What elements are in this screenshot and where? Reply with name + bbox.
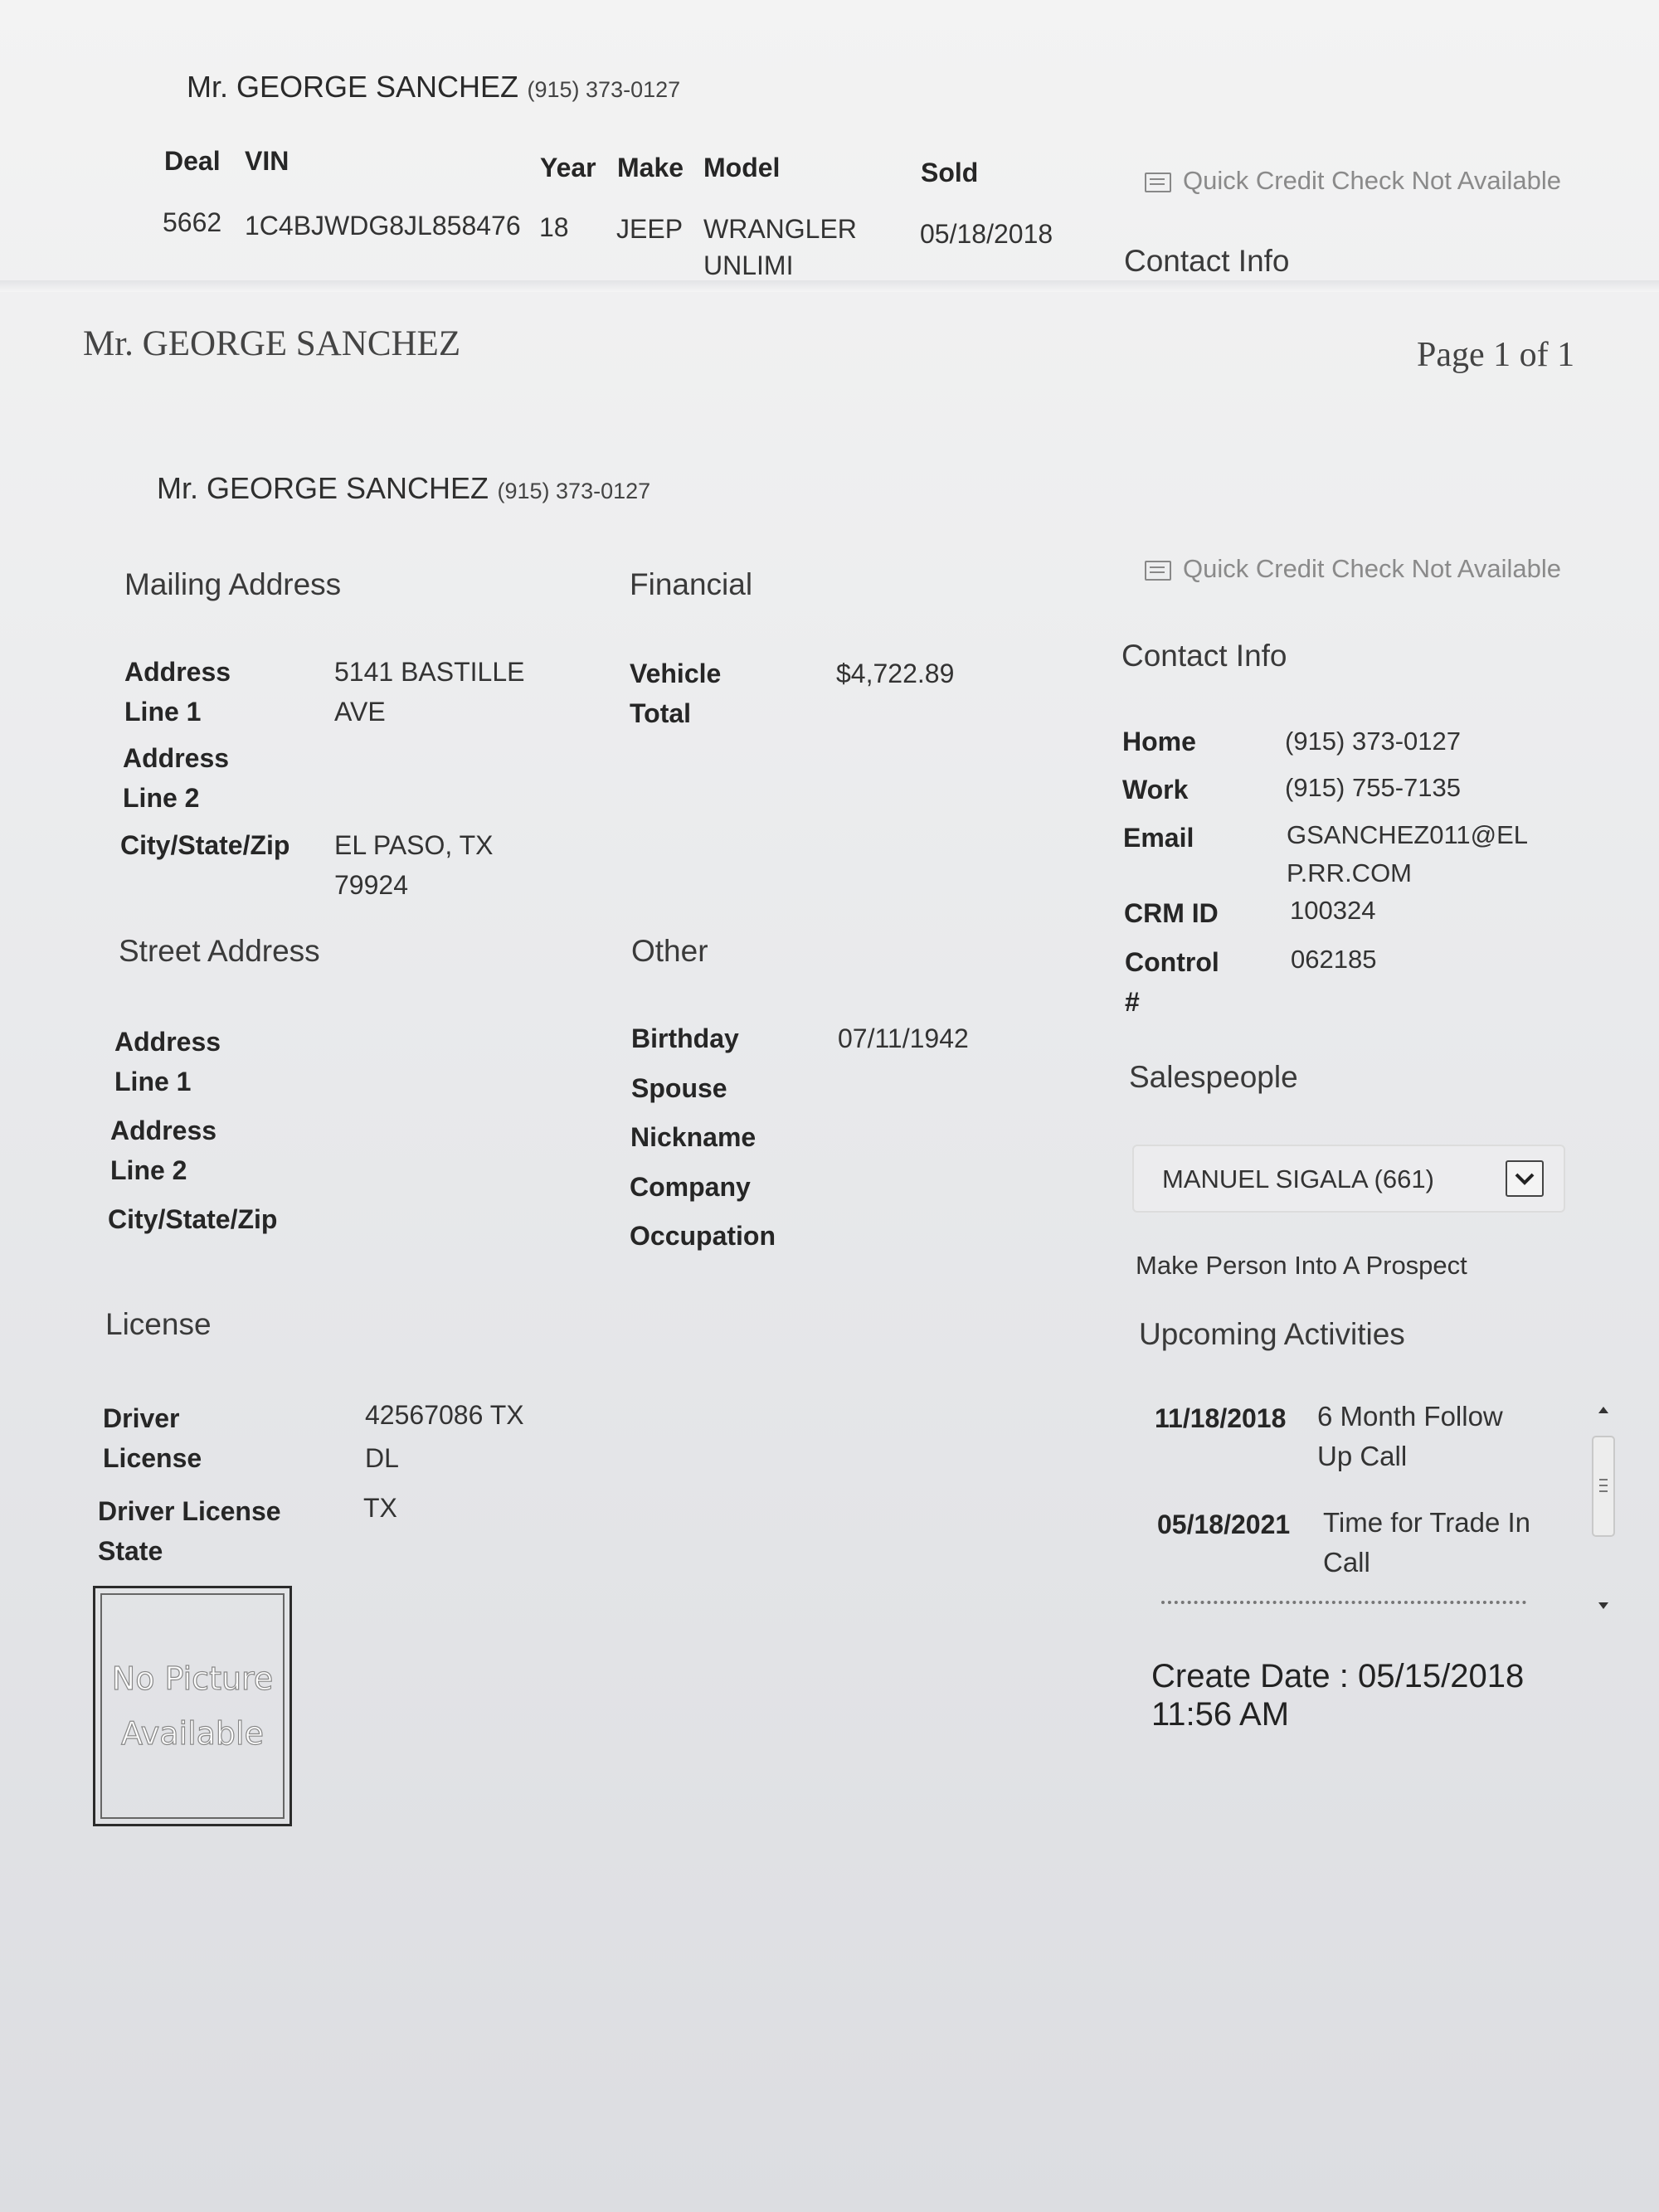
control-value: 062185 — [1291, 945, 1377, 974]
activity-title: Time for Trade In Call — [1323, 1507, 1531, 1578]
deal-year: 18 — [539, 212, 569, 242]
deal-header-make: Make — [617, 153, 684, 182]
contact-info-heading: Contact Info — [1121, 639, 1287, 673]
credit-check-text: Quick Credit Check Not Available — [1183, 554, 1562, 583]
top-contact-info-heading: Contact Info — [1124, 244, 1290, 278]
activity-date: 11/18/2018 — [1155, 1403, 1287, 1433]
vehicle-total-value: $4,722.89 — [836, 659, 955, 688]
home-phone-value: (915) 373-0127 — [1285, 727, 1461, 756]
home-phone-label: Home — [1122, 727, 1196, 756]
spouse-label: Spouse — [631, 1073, 727, 1103]
activity-title: 6 Month Follow Up Call — [1317, 1401, 1503, 1471]
no-picture-text: No Picture Available — [111, 1660, 274, 1752]
top-customer-phone: (915) 373-0127 — [527, 77, 681, 102]
no-picture-box — [93, 1586, 292, 1826]
vehicle-total-label: Vehicle Total — [630, 659, 722, 728]
deal-header-model: Model — [703, 153, 781, 182]
deal-header-vin: VIN — [245, 146, 289, 176]
mailing-csz-label: City/State/Zip — [120, 830, 290, 860]
salesperson-select[interactable] — [1132, 1145, 1565, 1213]
work-phone-label: Work — [1122, 775, 1189, 805]
deal-vin: 1C4BJWDG8JL858476 — [245, 211, 521, 241]
mailing-line1-value: 5141 BASTILLE AVE — [334, 657, 525, 727]
street-address-heading: Street Address — [119, 934, 320, 968]
top-customer-name: Mr. GEORGE SANCHEZ — [187, 70, 519, 104]
deal-number: 5662 — [163, 207, 222, 237]
credit-card-icon — [1145, 173, 1171, 192]
create-date: Create Date : 05/15/2018 11:56 AM — [1151, 1658, 1525, 1733]
print-header-name: Mr. GEORGE SANCHEZ — [83, 324, 461, 363]
activities-scrollbar[interactable] — [1589, 1402, 1618, 1609]
license-state-value: TX — [363, 1493, 397, 1523]
print-header-page: Page 1 of 1 — [1417, 336, 1575, 374]
credit-check — [1145, 554, 1561, 584]
mailing-csz-value: EL PASO, TX 79924 — [334, 830, 494, 900]
no-picture-inner — [100, 1593, 285, 1819]
activity-date: 05/18/2021 — [1157, 1510, 1291, 1539]
birthday-label: Birthday — [631, 1023, 739, 1053]
customer-name: Mr. GEORGE SANCHEZ — [157, 471, 489, 505]
street-line1-label: Address Line 1 — [114, 1027, 221, 1096]
page-break — [0, 280, 1659, 292]
street-csz-label: City/State/Zip — [108, 1204, 278, 1234]
deal-header-sold: Sold — [921, 158, 979, 187]
work-phone-value: (915) 755-7135 — [1285, 773, 1461, 802]
email-value: GSANCHEZ011@ELP.RR.COM — [1287, 820, 1529, 887]
upcoming-activities-heading: Upcoming Activities — [1139, 1317, 1405, 1351]
deal-sold-date: 05/18/2018 — [920, 219, 1053, 249]
street-line2-label: Address Line 2 — [110, 1116, 217, 1185]
activity-fade — [1161, 1601, 1526, 1612]
driver-license-label: Driver License — [103, 1403, 202, 1473]
top-credit-check-text: Quick Credit Check Not Available — [1183, 166, 1562, 195]
customer-header — [157, 471, 650, 506]
financial-heading: Financial — [630, 567, 753, 601]
scrollbar-arrows-icon — [1589, 1402, 1618, 1609]
license-heading: License — [105, 1307, 212, 1341]
license-state-label: Driver License State — [98, 1496, 281, 1566]
salesperson-selected: MANUEL SIGALA (661) — [1162, 1164, 1434, 1194]
control-label: Control # — [1125, 947, 1219, 1017]
make-prospect-link[interactable]: Make Person Into A Prospect — [1136, 1251, 1467, 1280]
driver-license-value: 42567086 TX DL — [365, 1400, 524, 1473]
mailing-address-heading: Mailing Address — [124, 567, 342, 601]
email-label: Email — [1123, 823, 1194, 853]
customer-phone: (915) 373-0127 — [497, 479, 651, 503]
other-heading: Other — [631, 934, 708, 968]
nickname-label: Nickname — [630, 1122, 757, 1152]
crm-id-label: CRM ID — [1124, 898, 1219, 928]
top-credit-check — [1145, 166, 1561, 196]
deal-model: WRANGLER UNLIMI — [703, 214, 857, 280]
deal-make: JEEP — [616, 214, 684, 244]
occupation-label: Occupation — [630, 1221, 776, 1251]
deal-header-year: Year — [540, 153, 596, 182]
salespeople-heading: Salespeople — [1129, 1060, 1298, 1094]
mailing-line2-label: Address Line 2 — [123, 743, 230, 813]
activities-list[interactable] — [1145, 1398, 1576, 1631]
deal-header-deal: Deal — [164, 146, 221, 176]
crm-id-value: 100324 — [1290, 896, 1376, 925]
chevron-down-icon[interactable] — [1506, 1160, 1544, 1197]
birthday-value: 07/11/1942 — [838, 1023, 969, 1053]
company-label: Company — [630, 1172, 751, 1202]
credit-card-icon — [1145, 561, 1171, 581]
top-strip-header — [187, 70, 680, 105]
mailing-line1-label: Address Line 1 — [124, 657, 231, 727]
